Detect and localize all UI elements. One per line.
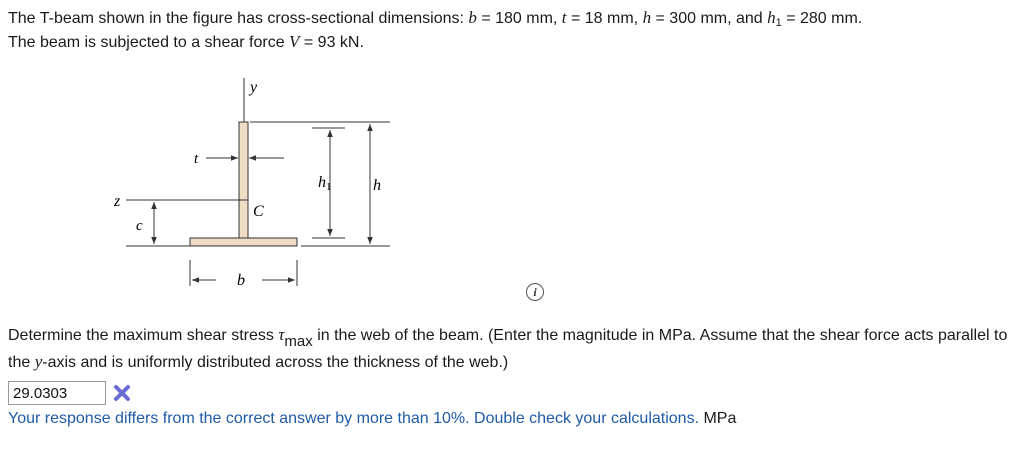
label-c: c bbox=[136, 218, 143, 234]
label-C: C bbox=[253, 203, 264, 220]
unit-label: MPa bbox=[699, 410, 737, 427]
label-h: h bbox=[373, 177, 381, 194]
label-h1: h1 bbox=[318, 174, 332, 193]
symbol-tau: τ bbox=[278, 325, 285, 344]
answer-input[interactable] bbox=[8, 381, 106, 405]
symbol-V: V bbox=[289, 32, 300, 51]
symbol-h: h bbox=[642, 8, 652, 27]
symbol-b: b bbox=[468, 8, 477, 27]
question-text: Determine the maximum shear stress τmax in the web of the beam. (Enter the magnitude in MPa. Assume that the shear force acts parallel to the y-axis and is uniformly distributed across the thickness of the web.) bbox=[8, 325, 1008, 371]
info-icon[interactable]: i bbox=[526, 283, 544, 301]
label-y: y bbox=[250, 79, 258, 96]
feedback-text: Your response differs from the correct answer by more than 10%. Double check your calculations. bbox=[8, 410, 700, 427]
problem-statement: The T-beam shown in the figure has cross-sectional dimensions: b = 180 mm, t = 18 mm, h = 300 mm, and $h_1 = 280$ mm. The beam is subjected to a shear force V = 93 kN. bbox=[8, 8, 863, 51]
t-beam-diagram bbox=[100, 70, 410, 300]
x-icon bbox=[111, 382, 133, 404]
label-b: b bbox=[237, 272, 245, 289]
web bbox=[239, 122, 248, 239]
feedback-message bbox=[8, 408, 736, 430]
t-beam-figure bbox=[100, 70, 410, 300]
label-z: z bbox=[114, 193, 121, 210]
symbol-h1: h bbox=[767, 8, 776, 27]
label-t: t bbox=[194, 151, 199, 167]
symbol-t: t bbox=[561, 8, 567, 27]
flange bbox=[190, 238, 297, 246]
symbol-y: y bbox=[34, 352, 43, 371]
